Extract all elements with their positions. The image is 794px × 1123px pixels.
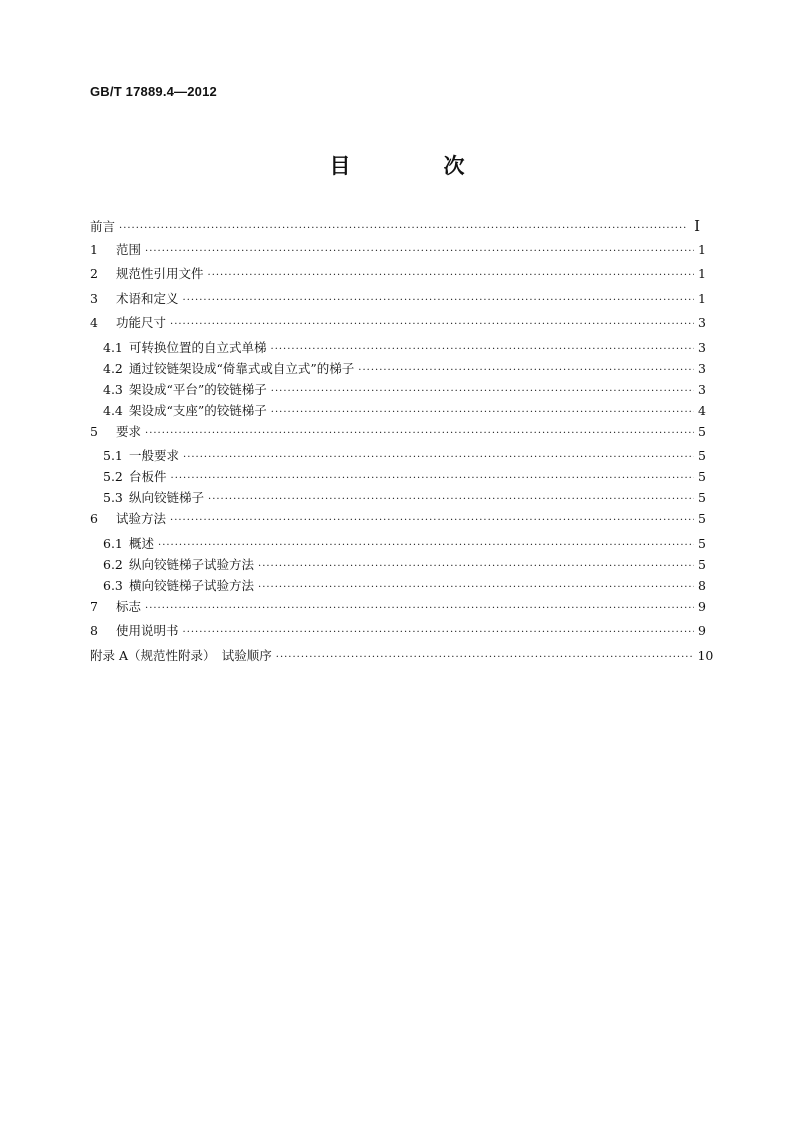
toc-entry-text: 架设成“平台”的铰链梯子 — [129, 381, 267, 397]
toc-entry-4-3[interactable] — [90, 381, 706, 402]
toc-entry-number: 5.3 — [103, 490, 123, 505]
toc-entry-5-3[interactable] — [90, 489, 706, 510]
toc-entry-number: 4.4 — [103, 402, 123, 418]
dot-leader — [145, 604, 694, 614]
toc-entry-annex-a[interactable] — [90, 647, 714, 672]
toc-entry-text: 一般要求 — [129, 448, 180, 463]
dot-leader — [183, 453, 694, 463]
toc-entry-7[interactable] — [90, 598, 706, 623]
dot-leader — [358, 366, 694, 376]
toc-entry-page: 9 — [698, 598, 706, 614]
toc-entry-page: 1 — [698, 241, 706, 257]
toc-entry-number: 6 — [90, 511, 98, 526]
toc-entry-text: 附录 A（规范性附录） 试验顺序 — [90, 647, 272, 663]
toc-entry-page: 3 — [698, 315, 706, 330]
toc-entry-number: 8 — [90, 623, 98, 638]
toc-entry-text: 标志 — [116, 598, 142, 614]
toc-entry-text: 范围 — [116, 241, 142, 257]
toc-entry-6[interactable] — [90, 510, 706, 535]
toc-entry-page: 5 — [698, 511, 706, 526]
dot-leader — [271, 345, 694, 355]
toc-entry-page: Ⅰ — [694, 217, 700, 235]
toc-entry-text: 纵向铰链梯子 — [129, 490, 205, 505]
toc-entry-number: 7 — [90, 598, 98, 614]
dot-leader — [258, 562, 694, 572]
toc-entry-page: 3 — [698, 360, 706, 376]
toc-entry-number: 6.3 — [103, 577, 123, 593]
dot-leader — [170, 516, 694, 526]
toc-entry-text: 通过铰链架设成“倚靠式或自立式”的梯子 — [129, 360, 355, 376]
toc-entry-6-2[interactable] — [90, 556, 706, 577]
dot-leader — [271, 387, 694, 397]
toc-entry-3[interactable] — [90, 290, 706, 315]
toc-entry-page: 5 — [698, 423, 706, 439]
toc-entry-text: 规范性引用文件 — [116, 266, 204, 281]
toc-entry-text: 试验方法 — [116, 511, 167, 526]
toc-entry-text: 使用说明书 — [116, 623, 179, 638]
toc-entry-number: 4 — [90, 315, 98, 330]
toc-entry-8[interactable] — [90, 622, 706, 647]
dot-leader — [276, 653, 694, 663]
dot-leader — [183, 296, 694, 306]
dot-leader — [145, 247, 694, 257]
toc-entry-number: 6.2 — [103, 556, 123, 572]
dot-leader — [208, 495, 694, 505]
toc-entry-number: 5.2 — [103, 469, 123, 484]
toc-entry-text: 概述 — [129, 535, 155, 551]
toc-entry-5-2[interactable] — [90, 468, 706, 489]
dot-leader — [208, 271, 694, 281]
toc-entry-text: 可转换位置的自立式单梯 — [129, 339, 267, 355]
dot-leader — [171, 474, 694, 484]
toc-entry-page: 10 — [697, 647, 714, 663]
dot-leader — [158, 541, 694, 551]
toc-entry-number: 1 — [90, 241, 98, 257]
toc-entry-4-1[interactable] — [90, 339, 706, 360]
toc-entry-number: 2 — [90, 266, 98, 281]
toc-entry-number: 5.1 — [103, 448, 123, 463]
toc-entry-number: 4.3 — [103, 381, 123, 397]
toc-entry-foreword[interactable] — [90, 216, 706, 241]
toc-entry-page: 1 — [698, 290, 706, 306]
dot-leader — [183, 628, 694, 638]
toc-entry-page: 3 — [698, 339, 706, 355]
toc-entry-number: 6.1 — [103, 535, 123, 551]
page-title: 目 次 — [329, 154, 501, 178]
toc-entry-number: 5 — [90, 423, 98, 439]
toc-entry-4[interactable] — [90, 314, 706, 339]
toc-entry-1[interactable] — [90, 241, 706, 266]
toc-entry-6-3[interactable] — [90, 577, 706, 598]
toc-entry-page: 5 — [698, 535, 706, 551]
toc-entry-page: 3 — [698, 381, 706, 397]
toc-entry-page: 5 — [698, 490, 706, 505]
toc-entry-text: 术语和定义 — [116, 290, 179, 306]
dot-leader — [145, 429, 694, 439]
toc-entry-6-1[interactable] — [90, 535, 706, 556]
toc-entry-number: 4.1 — [103, 339, 123, 355]
toc-entry-4-2[interactable] — [90, 360, 706, 381]
dot-leader — [170, 320, 694, 330]
toc-entry-page: 5 — [698, 556, 706, 572]
toc-entry-page: 4 — [698, 402, 706, 418]
toc-entry-page: 5 — [698, 469, 706, 484]
toc-entry-2[interactable] — [90, 265, 706, 290]
toc-entry-text: 纵向铰链梯子试验方法 — [129, 556, 255, 572]
toc-entry-text: 台板件 — [129, 469, 167, 484]
toc-entry-page: 1 — [698, 266, 706, 281]
dot-leader — [271, 408, 694, 418]
toc-entry-text: 横向铰链梯子试验方法 — [129, 577, 255, 593]
dot-leader — [258, 583, 694, 593]
toc-entry-text: 要求 — [116, 423, 142, 439]
toc-entry-text: 前言 — [90, 219, 116, 234]
toc-entry-4-4[interactable] — [90, 402, 706, 423]
toc-entry-text: 架设成“支座”的铰链梯子 — [129, 402, 267, 418]
toc-entry-5[interactable] — [90, 423, 706, 448]
table-of-contents — [90, 216, 714, 671]
toc-entry-5-1[interactable] — [90, 447, 706, 468]
toc-entry-number: 3 — [90, 290, 98, 306]
toc-entry-page: 9 — [698, 623, 706, 638]
toc-entry-page: 5 — [698, 448, 706, 463]
standard-code: GB/T 17889.4—2012 — [90, 84, 217, 99]
toc-entry-page: 8 — [698, 577, 706, 593]
dot-leader — [119, 224, 688, 234]
toc-entry-number: 4.2 — [103, 360, 123, 376]
toc-entry-text: 功能尺寸 — [116, 315, 167, 330]
